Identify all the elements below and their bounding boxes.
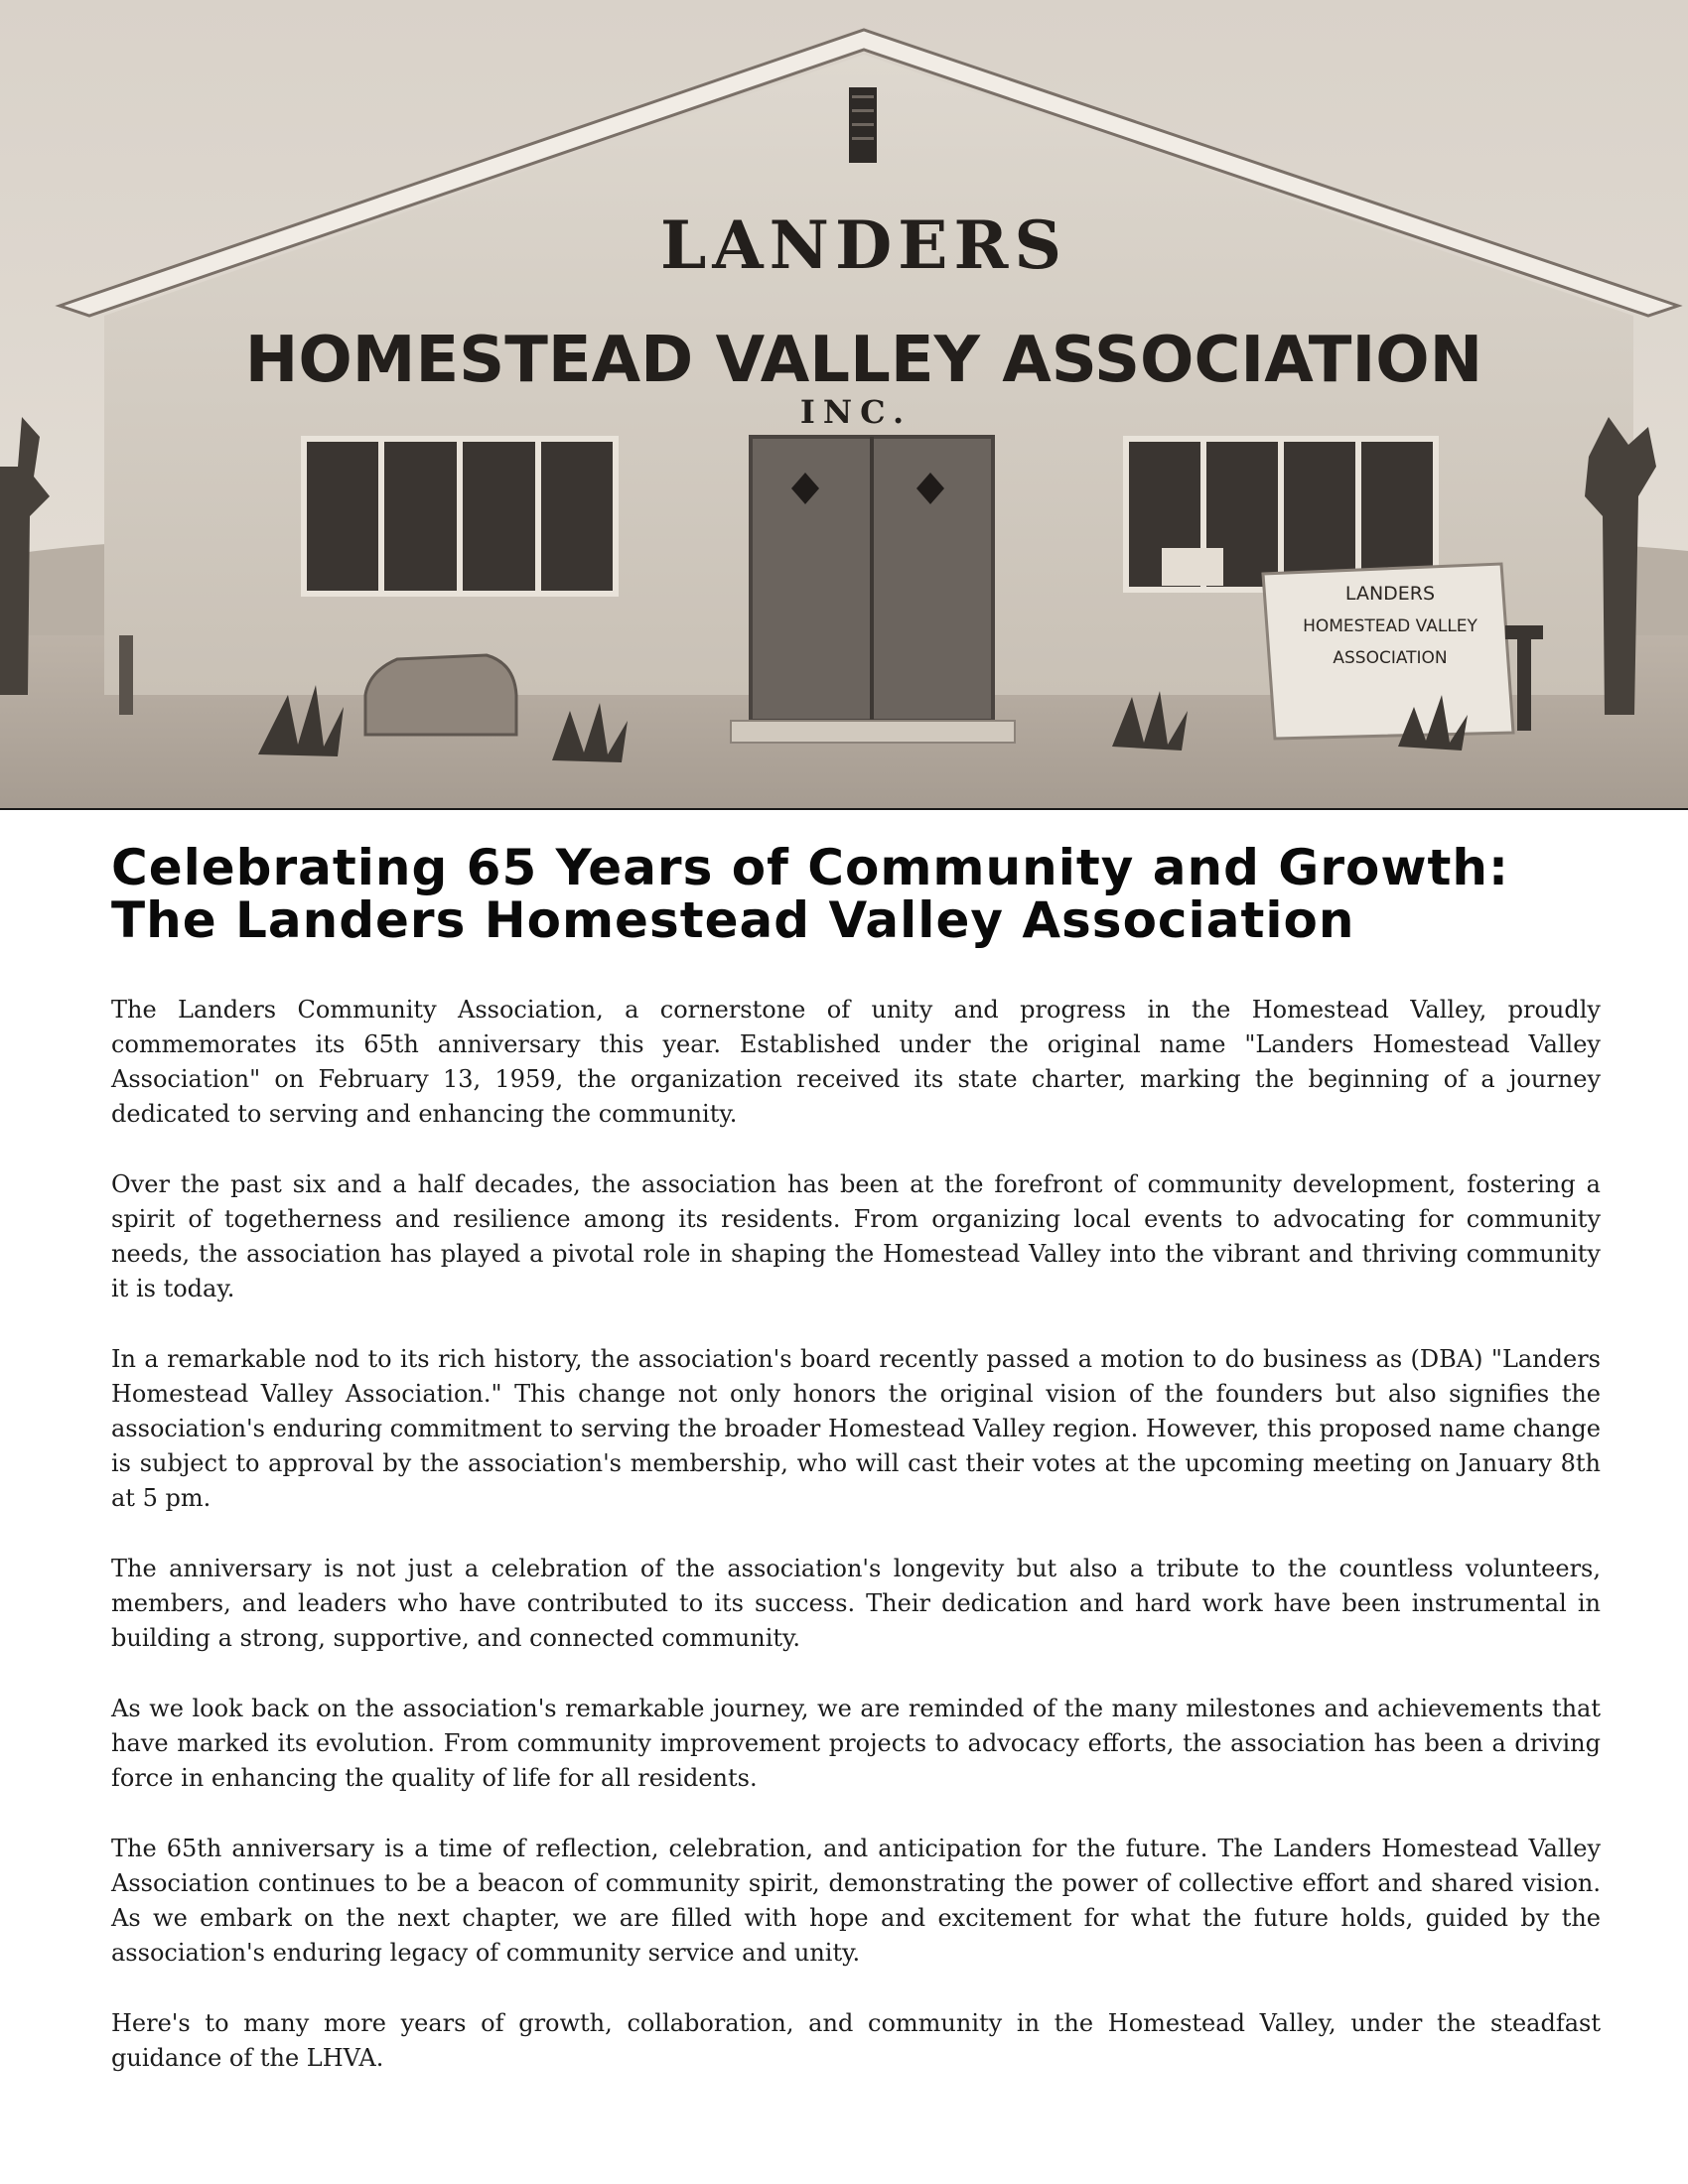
sign-inc-text: INC. — [799, 393, 913, 431]
board-sign-line-3: ASSOCIATION — [1333, 648, 1448, 668]
paragraph-5: As we look back on the association's remarkable journey, we are reminded of the many milestones and achievements that have marked its evolution. From community improvement projects to advocacy efforts, the association has been a driving force in enhancing the quality of life for all residents. — [111, 1695, 1601, 1792]
header-photo — [0, 0, 1688, 810]
article-headline: Celebrating 65 Years of Community and Growth: The Landers Homestead Valley Association — [111, 839, 1510, 949]
paragraph-1: The Landers Community Association, a cornerstone of unity and progress in the Homestead Valley, proudly commemorates its 65th anniversary this year. Established under the original name "Landers Homestead Valley Association" on February 13, 1959, the organization received its state charter, marking the beginning of a journey dedicated to serving and enhancing the community. — [111, 996, 1601, 1128]
sign-association-text: HOMESTEAD VALLEY ASSOCIATION — [244, 324, 1483, 397]
paragraph-7: Here's to many more years of growth, collaboration, and community in the Homestead Valley, under the steadfast guidance of the LHVA. — [111, 2009, 1601, 2072]
sign-landers-text: LANDERS — [660, 206, 1067, 284]
article-body — [111, 993, 1601, 2076]
paragraph-4: The anniversary is not just a celebration of the association's longevity but also a tribute to the countless volunteers, members, and leaders who have contributed to its success. Their dedication and hard work have been instrumental in building a strong, supportive, and connected community. — [111, 1555, 1601, 1652]
board-sign-line-1: LANDERS — [1344, 583, 1436, 605]
paragraph-2: Over the past six and a half decades, the association has been at the forefront of community development, fostering a spirit of togetherness and resilience among its residents. From organizing local events to advocating for community needs, the association has played a pivotal role in shaping the Homestead Valley into the vibrant and thriving community it is today. — [111, 1170, 1601, 1302]
paragraph-3: In a remarkable nod to its rich history, the association's board recently passed a motion to do business as (DBA) "Landers Homestead Valley Association." This change not only honors the original vision of the founders but also signifies the association's enduring commitment to serving the broader Homestead Valley region. However, this proposed name change is subject to approval by the association's membership, who will cast their votes at the upcoming meeting on January 8th at 5 pm. — [111, 1345, 1601, 1512]
article — [111, 839, 1601, 2112]
board-sign-line-2: HOMESTEAD VALLEY — [1303, 616, 1477, 636]
homestead-building-image — [0, 0, 1688, 808]
paragraph-6: The 65th anniversary is a time of reflection, celebration, and anticipation for the future. The Landers Homestead Valley Association continues to be a beacon of community spirit, demonstrating the power of collective effort and shared vision. As we embark on the next chapter, we are filled with hope and excitement for what the future holds, guided by the association's enduring legacy of community service and unity. — [111, 1835, 1601, 1967]
